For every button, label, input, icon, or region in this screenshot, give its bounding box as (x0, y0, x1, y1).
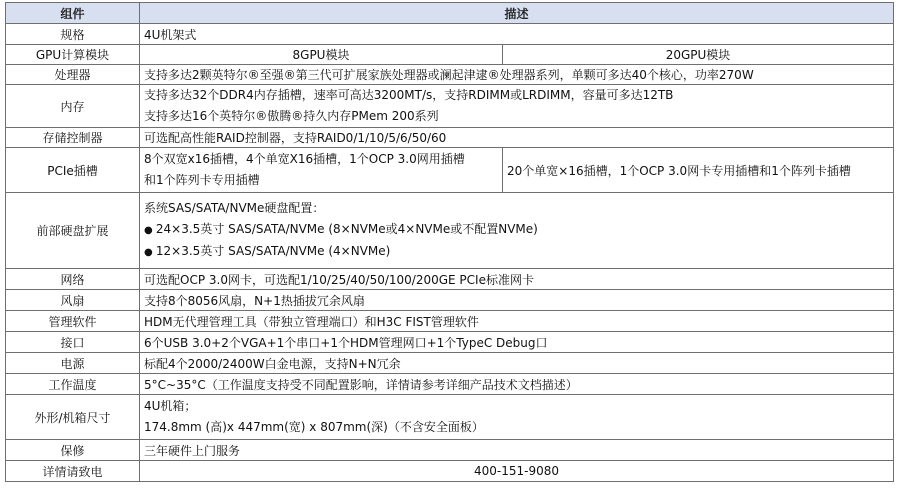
front-drives-option-24: ● 24×3.5英寸 SAS/SATA/NVMe (8×NVMe或4×NVMe或不配置NVMe) (144, 219, 889, 241)
row-network (6, 269, 894, 290)
header-row (6, 3, 894, 24)
value-storage-controller: 可选配高性能RAID控制器，支持RAID0/1/10/5/6/50/60 (140, 128, 894, 148)
value-cpu: 支持多达2颗英特尔®至强®第三代可扩展家族处理器或澜起津逮®处理器系列，单颗可多达40个核心，功率270W (140, 65, 894, 85)
label-memory: 内存 (6, 85, 140, 128)
pcie-left-line-1: 8个双宽x16插槽，4个单宽X16插槽，1个OCP 3.0网用插槽 (144, 152, 465, 166)
header-description: 描述 (140, 3, 894, 24)
label-dimensions: 外形/机箱尺寸 (6, 395, 140, 440)
pcie-left-line-2: 和1个阵列卡专用插槽 (144, 173, 260, 187)
spec-table-container (5, 2, 893, 482)
row-cpu (6, 65, 894, 85)
row-front-drives (6, 193, 894, 269)
row-management (6, 311, 894, 332)
row-memory (6, 85, 894, 128)
row-warranty (6, 440, 894, 461)
label-fan: 风扇 (6, 290, 140, 311)
label-management: 管理软件 (6, 311, 140, 332)
label-storage-controller: 存储控制器 (6, 128, 140, 148)
memory-line-1: 支持多达32个DDR4内存插槽，速率可高达3200MT/s，支持RDIMM或LRDIMM，容量可多达12TB (144, 88, 674, 102)
row-contact (6, 461, 894, 482)
value-temperature: 5°C~35°C（工作温度支持受不同配置影响，详情请参考详细产品技术文档描述） (140, 374, 894, 395)
row-power (6, 353, 894, 374)
row-temperature (6, 374, 894, 395)
label-front-drives: 前部硬盘扩展 (6, 193, 140, 269)
label-ports: 接口 (6, 332, 140, 353)
label-power: 电源 (6, 353, 140, 374)
row-storage-controller (6, 128, 894, 148)
row-pcie (6, 148, 894, 193)
label-cpu: 处理器 (6, 65, 140, 85)
value-contact-phone: 400-151-9080 (140, 461, 894, 482)
value-network: 可选配OCP 3.0网卡，可选配1/10/25/40/50/100/200GE PCIe标准网卡 (140, 269, 894, 290)
value-pcie-8gpu (140, 148, 503, 193)
row-dimensions (6, 395, 894, 440)
value-fan: 支持8个8056风扇，N+1热插拔冗余风扇 (140, 290, 894, 311)
value-gpu-8: 8GPU模块 (140, 45, 503, 65)
value-gpu-20: 20GPU模块 (503, 45, 894, 65)
front-drives-line-1: 系统SAS/SATA/NVMe硬盘配置： (144, 201, 325, 215)
value-pcie-20gpu: 20个单宽×16插槽，1个OCP 3.0网卡专用插槽和1个阵列卡插槽 (503, 148, 894, 193)
label-temperature: 工作温度 (6, 374, 140, 395)
value-memory (140, 85, 894, 128)
label-spec: 规格 (6, 24, 140, 45)
label-contact: 详情请致电 (6, 461, 140, 482)
value-ports: 6个USB 3.0+2个VGA+1个串口+1个HDM管理网口+1个TypeC Debug口 (140, 332, 894, 353)
row-ports (6, 332, 894, 353)
label-pcie: PCIe插槽 (6, 148, 140, 193)
label-warranty: 保修 (6, 440, 140, 461)
value-dimensions (140, 395, 894, 440)
memory-line-2: 支持多达16个英特尔®傲腾®持久内存PMem 200系列 (144, 109, 439, 123)
front-drives-option-12: ● 12×3.5英寸 SAS/SATA/NVMe (4×NVMe) (144, 241, 889, 263)
spec-table (5, 2, 894, 482)
value-front-drives (140, 193, 894, 269)
dimensions-line-1: 4U机箱； (144, 399, 197, 413)
row-gpu (6, 45, 894, 65)
label-network: 网络 (6, 269, 140, 290)
label-gpu: GPU计算模块 (6, 45, 140, 65)
header-component: 组件 (6, 3, 140, 24)
value-power: 标配4个2000/2400W白金电源，支持N+N冗余 (140, 353, 894, 374)
value-warranty: 三年硬件上门服务 (140, 440, 894, 461)
row-fan (6, 290, 894, 311)
value-spec: 4U机架式 (140, 24, 894, 45)
row-spec (6, 24, 894, 45)
value-management: HDM无代理管理工具（带独立管理端口）和H3C FIST管理软件 (140, 311, 894, 332)
dimensions-line-2: 174.8mm (高)x 447mm(宽) x 807mm(深)（不含安全面板） (144, 420, 484, 434)
